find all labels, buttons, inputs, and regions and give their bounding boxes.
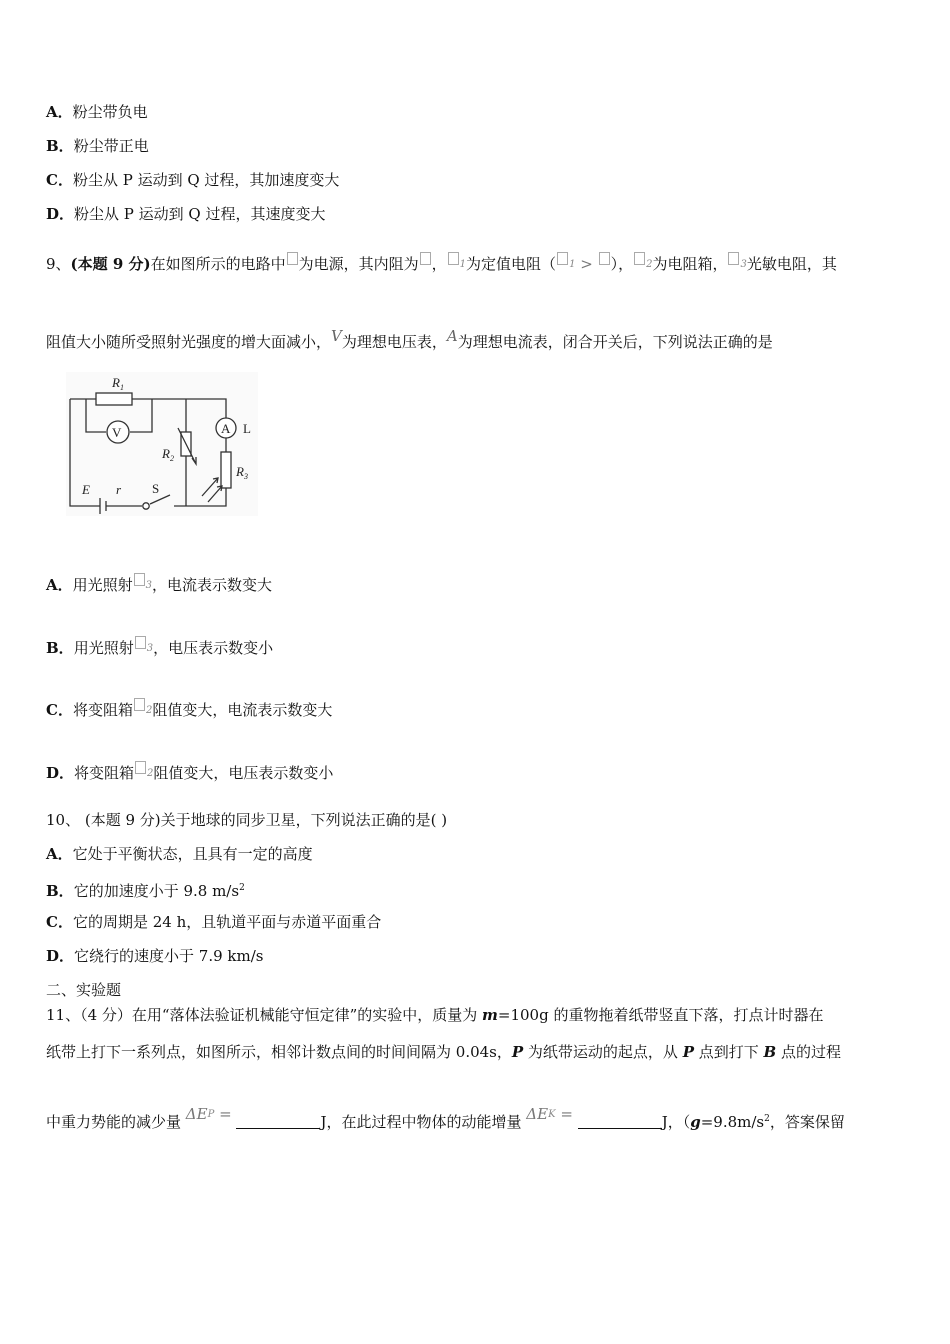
stem-text: 为定值电阻（ <box>466 255 557 273</box>
subscript: 1 <box>569 259 576 270</box>
option-text: 它处于平衡状态，且具有一定的高度 <box>72 845 313 863</box>
stem-text: 为电源，其内阻为 <box>298 255 419 273</box>
subscript: 2 <box>147 768 154 779</box>
variable-p: P <box>511 1043 524 1061</box>
stem-text: 为电阻箱， <box>652 255 728 273</box>
option-letter: D． <box>46 947 75 965</box>
option-letter: A． <box>46 103 73 121</box>
question-score: (本题 9 分) <box>70 255 151 273</box>
subscript: 3 <box>740 259 747 270</box>
option-text: 将变阻箱 <box>72 701 133 719</box>
option-text: 粉尘从 P 运动到 Q 过程，其加速度变大 <box>72 171 340 189</box>
q8-option-b <box>46 136 149 156</box>
q9-stem-line2 <box>46 326 773 352</box>
q11-line1 <box>46 1005 823 1025</box>
label-r3: $R_3$ <box>236 464 248 481</box>
stem-text: 中重力势能的减少量 <box>46 1113 182 1131</box>
stem-text: 点到打下 <box>693 1043 764 1061</box>
q8-option-d <box>46 204 325 224</box>
stem-text: ， <box>431 255 447 273</box>
label-r2: $R_2$ <box>162 446 174 463</box>
stem-text: 纸带上打下一系列点，如图所示，相邻计数点间的时间间隔为 0.04s， <box>46 1043 512 1061</box>
resistor-r1 <box>96 393 132 405</box>
label-lamp: L <box>243 421 251 436</box>
subscript: 2 <box>145 705 153 716</box>
option-text: 它的加速度小于 9.8 m/s <box>73 882 240 900</box>
option-text: ，电流表示数变大 <box>152 576 273 594</box>
ammeter-label: A <box>221 421 231 436</box>
stem-text: =9.8m/s <box>700 1113 765 1131</box>
stem-text: 在如图所示的电路中 <box>150 255 286 273</box>
option-letter: C． <box>46 701 73 719</box>
missing-glyph-icon <box>557 252 568 265</box>
stem-text: 为理想电流表，闭合开关后，下列说法正确的是 <box>457 333 773 351</box>
stem-text: J，（ <box>661 1113 691 1131</box>
missing-glyph-icon <box>448 252 459 265</box>
stem-text: 为纸带运动的起点，从 <box>523 1043 683 1061</box>
option-text: ，电压表示数变小 <box>153 639 274 657</box>
answer-blank-ek[interactable] <box>578 1114 662 1129</box>
circuit-diagram <box>66 372 258 516</box>
option-letter: B． <box>46 639 74 657</box>
missing-glyph-icon <box>134 698 145 711</box>
q10-option-b <box>46 878 245 901</box>
stem-text: 阻值大小随所受照射光强度的增大面减小， <box>46 333 332 351</box>
label-internal-resistance: r <box>116 482 122 497</box>
missing-glyph-icon <box>728 252 739 265</box>
subscript: 3 <box>146 643 154 654</box>
stem-text: 点的过程 <box>776 1043 841 1061</box>
superscript: 2 <box>239 883 245 893</box>
variable-g: g <box>690 1113 701 1131</box>
variable-m: m <box>482 1006 498 1024</box>
option-letter: D． <box>46 764 75 782</box>
option-text: 粉尘从 P 运动到 Q 过程，其速度变大 <box>74 205 326 223</box>
label-emf: E <box>82 482 90 497</box>
option-letter: B． <box>46 882 74 900</box>
switch-contact <box>143 503 149 509</box>
missing-glyph-icon <box>420 252 431 265</box>
q9-option-d <box>46 761 333 784</box>
variable-b: B <box>763 1043 777 1061</box>
resistor-box-r3 <box>221 452 231 488</box>
label-switch: S <box>152 481 160 496</box>
q10-option-d <box>46 946 263 966</box>
section-heading: 二、实验题 <box>46 981 122 999</box>
delta-ep-formula: $\Delta E^P$ = <box>185 1105 232 1123</box>
stem-text: 光敏电阻，其 <box>746 255 837 273</box>
option-text: 粉尘带正电 <box>73 137 149 155</box>
option-letter: C． <box>46 171 73 189</box>
missing-glyph-icon <box>634 252 645 265</box>
option-text: 粉尘带负电 <box>72 103 148 121</box>
option-text: 阻值变大，电压表示数变小 <box>153 764 334 782</box>
q9-option-b <box>46 636 273 659</box>
q10-option-c <box>46 912 381 932</box>
subscript: 1 <box>459 259 467 270</box>
missing-glyph-icon <box>287 252 298 265</box>
option-text: 用光照射 <box>73 639 134 657</box>
stem-text: 11、（4 分）在用“落体法验证机械能守恒定律”的实验中，质量为 <box>46 1006 483 1024</box>
q9-option-c <box>46 698 332 721</box>
q9-option-a <box>46 573 272 596</box>
subscript: 3 <box>145 580 153 591</box>
q9-stem-line1 <box>46 252 837 275</box>
voltmeter-symbol: V <box>331 327 342 345</box>
diagram-background <box>66 372 258 516</box>
variable-p: P <box>682 1043 694 1061</box>
delta-ek-formula: $\Delta E^K$ = <box>526 1105 573 1123</box>
option-letter: D． <box>46 205 75 223</box>
option-text: 用光照射 <box>72 576 133 594</box>
option-letter: C． <box>46 913 73 931</box>
greater-than-symbol: > <box>580 255 593 273</box>
q8-option-c <box>46 170 339 190</box>
label-r1: $R_1$ <box>112 375 124 392</box>
option-letter: A． <box>46 576 73 594</box>
stem-text: 为理想电压表， <box>341 333 447 351</box>
option-letter: B． <box>46 137 74 155</box>
option-text: 阻值变大，电流表示数变大 <box>152 701 333 719</box>
stem-text: ）， <box>610 255 634 273</box>
missing-glyph-icon <box>134 573 145 586</box>
missing-glyph-icon <box>135 761 146 774</box>
option-text: 它的周期是 24 h，且轨道平面与赤道平面重合 <box>72 913 382 931</box>
option-text: 将变阻箱 <box>74 764 135 782</box>
q10-option-a <box>46 844 313 864</box>
missing-glyph-icon <box>135 636 146 649</box>
q8-option-a <box>46 102 148 122</box>
missing-glyph-icon <box>599 252 610 265</box>
subscript: 2 <box>646 259 653 270</box>
q11-line3 <box>46 1104 845 1132</box>
stem-text: =100g 的重物拖着纸带竖直下落，打点计时器在 <box>497 1006 824 1024</box>
ammeter-symbol: A <box>446 327 458 345</box>
q10-stem: 10、 (本题 9 分)关于地球的同步卫星，下列说法正确的是( ) <box>46 811 448 829</box>
answer-blank-ep[interactable] <box>236 1114 320 1129</box>
q11-line2 <box>46 1042 841 1062</box>
question-number: 9、 <box>46 255 71 273</box>
voltmeter-label: V <box>112 425 122 440</box>
stem-text: J，在此过程中物体的动能增量 <box>320 1113 522 1131</box>
option-text: 它绕行的速度小于 7.9 km/s <box>74 947 264 965</box>
option-letter: A． <box>46 845 73 863</box>
stem-text: ，答案保留 <box>769 1113 845 1131</box>
superscript: 2 <box>764 1114 770 1124</box>
